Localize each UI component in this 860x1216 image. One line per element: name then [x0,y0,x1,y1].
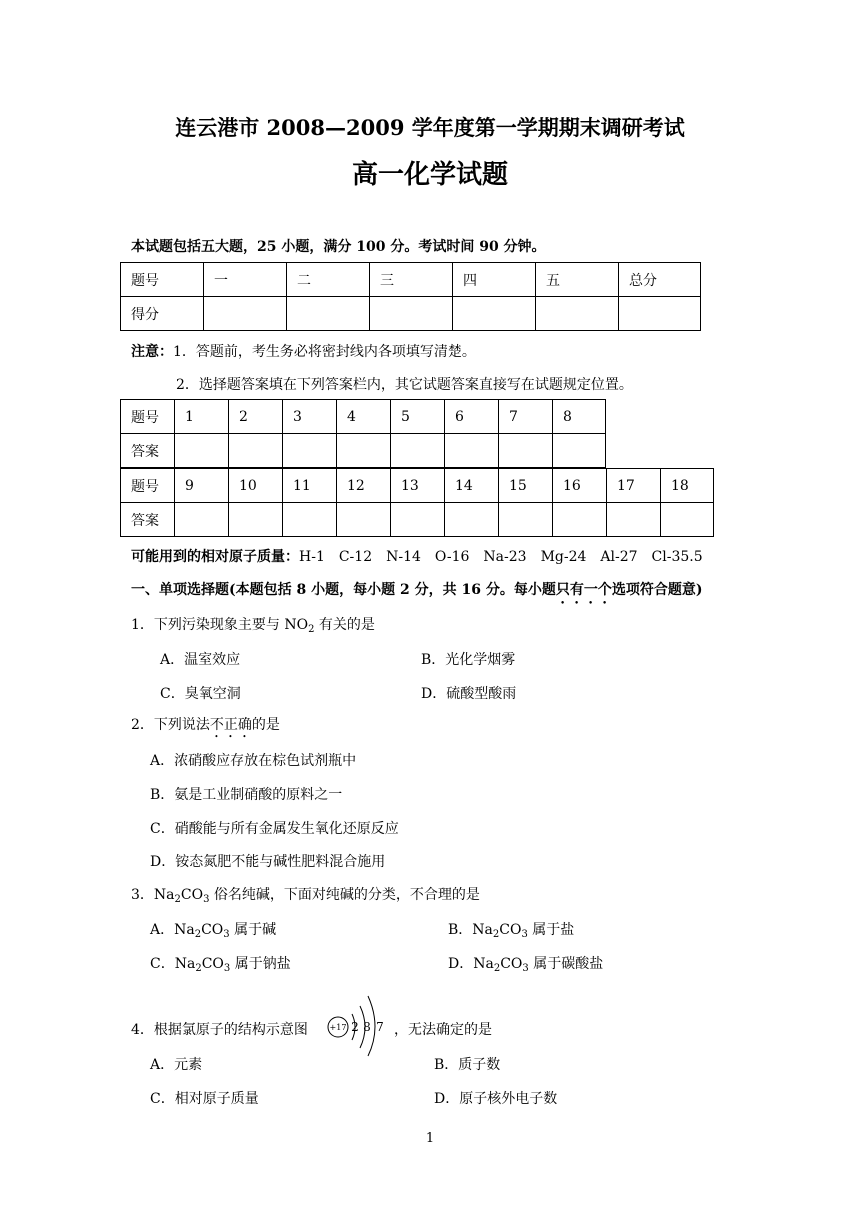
q2-option-b[interactable]: B．氨是工业制硝酸的原料之一 [150,787,343,803]
question-1-stem [131,614,375,635]
page-number: 1 [425,1131,435,1146]
answer-header-cell: 14 [445,469,499,503]
answer-header-cell: 10 [229,469,283,503]
answer-input-cell[interactable] [445,434,499,468]
question-stem-text: 3．Na [131,887,175,903]
note-line-2: 2．选择题答案填在下列答案栏内，其它试题答案直接写在试题规定位置。 [176,377,633,393]
answer-input-cell[interactable] [283,434,337,468]
option-text: 属于盐 [527,922,575,938]
section-heading-text: 选项符合题意) [611,582,703,598]
q1-option-b[interactable]: B．光化学烟雾 [421,652,516,668]
chlorine-atom-structure-diagram [322,990,388,1060]
answer-header-cell: 7 [499,400,553,434]
option-text: 属于碳酸盐 [528,956,604,972]
answer-header-cell: 题号 [121,469,175,503]
score-cell: 四 [453,263,536,297]
answer-input-cell[interactable] [175,434,229,468]
answer-input-cell[interactable] [445,503,499,537]
answer-input-cell[interactable] [229,434,283,468]
score-cell: 一 [204,263,287,297]
answer-label-cell: 答案 [121,434,175,468]
answer-input-cell[interactable] [553,503,607,537]
answer-header-cell: 17 [607,469,661,503]
answer-input-cell[interactable] [337,434,391,468]
q3-option-c[interactable]: C．$Na_2CO_3$ 属于钠盐 [150,956,291,974]
answer-input-cell[interactable] [391,434,445,468]
answer-table-1-answer-row [121,434,606,468]
exam-title: 连云港市 2008—2009 学年度第一学期期末调研考试 [175,115,685,140]
score-cell: 五 [536,263,619,297]
score-cell: 题号 [121,263,204,297]
q4-option-c[interactable]: C．相对原子质量 [150,1091,259,1107]
answer-table-2-header-row [121,469,714,503]
subscript: 2 [174,894,181,905]
answer-header-cell: 5 [391,400,445,434]
score-input-cell[interactable] [453,297,536,331]
answer-table-1-header-row [121,400,606,434]
section-heading-text: 一、单项选择题(本题包括 8 小题，每小题 2 分，共 16 分。每小题 [131,582,556,598]
atomic-masses-label: 可能用到的相对原子质量： [131,549,299,565]
question-2-stem [131,714,280,741]
q4-option-d[interactable]: D．原子核外电子数 [434,1091,558,1107]
answer-label-cell: 答案 [121,503,175,537]
note-label: 注意： [131,344,173,360]
shell-electron-count: 8 [363,1020,371,1034]
q4-option-a[interactable]: A．元素 [150,1057,203,1073]
exam-intro: 本试题包括五大题，25 小题，满分 100 分。考试时间 90 分钟。 [131,239,546,255]
score-table-score-row [121,297,701,331]
answer-header-cell: 2 [229,400,283,434]
question-4-stem-pre: 4．根据氯原子的结构示意图 [131,1022,308,1038]
answer-input-cell[interactable] [391,503,445,537]
answer-header-cell: 6 [445,400,499,434]
answer-header-cell: 12 [337,469,391,503]
q1-option-d[interactable]: D．硫酸型酸雨 [421,686,517,702]
atomic-masses-values: H-1 C-12 N-14 O-16 Na-23 Mg-24 Al-27 Cl-35.5 [299,549,703,565]
question-stem-text: 2．下列说法 [131,717,210,733]
atomic-masses-line [131,546,703,566]
answer-header-cell: 1 [175,400,229,434]
answer-header-cell: 3 [283,400,337,434]
score-cell: 得分 [121,297,204,331]
answer-header-cell: 15 [499,469,553,503]
answer-input-cell[interactable] [499,503,553,537]
answer-header-cell: 9 [175,469,229,503]
q3-option-d[interactable]: D．$Na_2CO_3$ 属于碳酸盐 [448,956,604,974]
note-1-text: 1．答题前，考生务必将密封线内各项填写清楚。 [173,344,476,360]
answer-table-2 [120,468,714,537]
score-cell: 二 [287,263,370,297]
option-text: 属于碱 [229,922,277,938]
question-3-stem [131,884,480,905]
q4-option-b[interactable]: B．质子数 [434,1057,501,1073]
question-stem-text: 俗名纯碱，下面对纯碱的分类，不合理的是 [209,887,480,903]
option-text: 属于钠盐 [230,956,291,972]
section-1-heading [131,579,702,607]
q3-option-b[interactable]: B．$Na_2CO_3$ 属于盐 [448,922,575,940]
answer-input-cell[interactable] [175,503,229,537]
score-input-cell[interactable] [370,297,453,331]
q2-option-c[interactable]: C．硝酸能与所有金属发生氧化还原反应 [150,821,399,837]
score-cell: 三 [370,263,453,297]
answer-table-1 [120,399,606,468]
q2-option-a[interactable]: A．浓硝酸应存放在棕色试剂瓶中 [150,753,357,769]
answer-input-cell[interactable] [283,503,337,537]
q1-option-a[interactable]: A．温室效应 [160,652,241,668]
answer-header-cell: 18 [661,469,714,503]
shell-electron-count: 2 [351,1020,359,1034]
answer-header-cell: 11 [283,469,337,503]
answer-table-2-answer-row [121,503,714,537]
answer-input-cell[interactable] [229,503,283,537]
question-stem-text: 有关的是 [314,617,375,633]
score-input-cell[interactable] [619,297,701,331]
answer-header-cell: 16 [553,469,607,503]
question-4-stem-post: ，无法确定的是 [394,1022,492,1038]
answer-input-cell[interactable] [499,434,553,468]
q3-option-a[interactable]: A．$Na_2CO_3$ 属于碱 [150,922,277,940]
answer-input-cell[interactable] [337,503,391,537]
score-table-header-row [121,263,701,297]
exam-subtitle: 高一化学试题 [351,160,508,190]
subscript: 3 [203,894,210,905]
section-heading-emphasis: 只有一个 [555,582,612,598]
answer-header-cell: 4 [337,400,391,434]
q2-option-d[interactable]: D．铵态氮肥不能与碱性肥料混合施用 [150,854,386,870]
score-input-cell[interactable] [536,297,619,331]
answer-header-cell: 题号 [121,400,175,434]
shell-electron-count: 7 [376,1020,384,1034]
question-stem-text: CO [180,887,204,903]
subscript: 2 [308,624,315,635]
score-cell: 总分 [619,263,701,297]
answer-input-cell[interactable] [553,434,606,468]
question-stem-emphasis: 不正确 [209,717,252,733]
answer-input-cell[interactable] [607,503,661,537]
question-stem-text: 1．下列污染现象主要与 NO [131,617,309,633]
question-stem-text: 的是 [251,717,280,733]
score-input-cell[interactable] [204,297,287,331]
answer-input-cell[interactable] [661,503,714,537]
score-input-cell[interactable] [287,297,370,331]
answer-header-cell: 8 [553,400,606,434]
answer-header-cell: 13 [391,469,445,503]
note-line-1 [131,341,476,361]
score-table [120,262,701,331]
nucleus-label: +17 [329,1023,347,1032]
q1-option-c[interactable]: C．臭氧空洞 [160,686,241,702]
